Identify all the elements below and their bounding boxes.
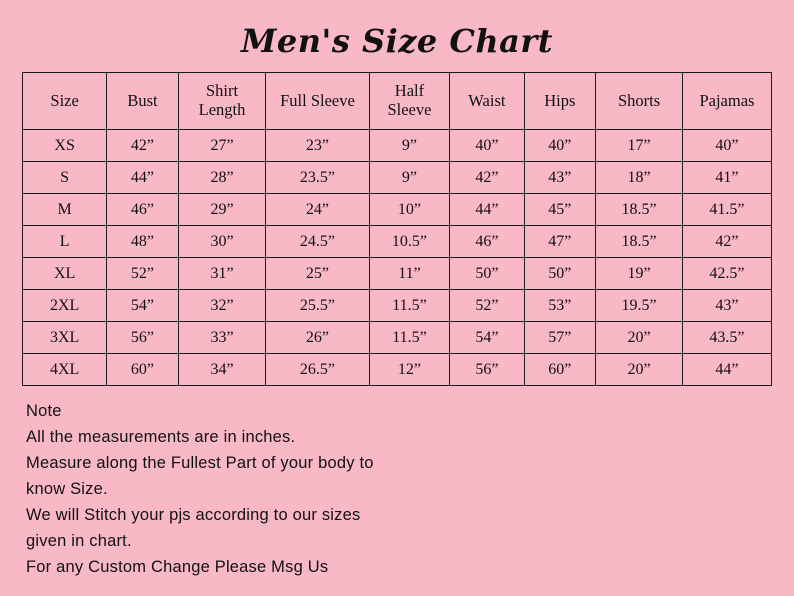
cell-shirt-length: 31”: [178, 258, 266, 290]
note-line: given in chart.: [26, 532, 132, 550]
cell-hips: 47”: [524, 226, 596, 258]
cell-size: XL: [23, 258, 107, 290]
cell-pajamas: 40”: [682, 130, 771, 162]
column-header-pajamas: Pajamas: [682, 73, 771, 130]
cell-hips: 40”: [524, 130, 596, 162]
cell-bust: 54”: [107, 290, 178, 322]
cell-size: 2XL: [23, 290, 107, 322]
cell-bust: 60”: [107, 354, 178, 386]
cell-pajamas: 41.5”: [682, 194, 771, 226]
cell-size: M: [23, 194, 107, 226]
note-heading: Note: [26, 402, 62, 420]
cell-shirt-length: 34”: [178, 354, 266, 386]
cell-bust: 42”: [107, 130, 178, 162]
cell-waist: 40”: [450, 130, 524, 162]
cell-hips: 50”: [524, 258, 596, 290]
column-header-bust: Bust: [107, 73, 178, 130]
cell-waist: 54”: [450, 322, 524, 354]
cell-shorts: 20”: [596, 354, 683, 386]
cell-half-sleeve: 11.5”: [369, 290, 450, 322]
cell-full-sleeve: 23”: [266, 130, 369, 162]
cell-shorts: 18.5”: [596, 226, 683, 258]
cell-size: L: [23, 226, 107, 258]
table-row: [23, 354, 772, 386]
cell-shorts: 20”: [596, 322, 683, 354]
cell-shirt-length: 33”: [178, 322, 266, 354]
column-header-shirt-length: Shirt Length: [178, 73, 266, 130]
cell-shorts: 17”: [596, 130, 683, 162]
column-header-shorts: Shorts: [596, 73, 683, 130]
cell-shorts: 18.5”: [596, 194, 683, 226]
note-section: [26, 398, 626, 580]
cell-pajamas: 44”: [682, 354, 771, 386]
cell-bust: 52”: [107, 258, 178, 290]
size-chart-table: [22, 72, 772, 386]
cell-half-sleeve: 9”: [369, 162, 450, 194]
cell-half-sleeve: 9”: [369, 130, 450, 162]
cell-bust: 46”: [107, 194, 178, 226]
cell-waist: 52”: [450, 290, 524, 322]
cell-waist: 44”: [450, 194, 524, 226]
cell-full-sleeve: 26.5”: [266, 354, 369, 386]
cell-shirt-length: 32”: [178, 290, 266, 322]
table-header: [23, 73, 772, 130]
cell-waist: 50”: [450, 258, 524, 290]
note-line: For any Custom Change Please Msg Us: [26, 558, 329, 576]
cell-shirt-length: 27”: [178, 130, 266, 162]
table-row: [23, 130, 772, 162]
cell-bust: 44”: [107, 162, 178, 194]
table-row: [23, 162, 772, 194]
cell-hips: 45”: [524, 194, 596, 226]
cell-size: 4XL: [23, 354, 107, 386]
cell-half-sleeve: 11”: [369, 258, 450, 290]
cell-shorts: 18”: [596, 162, 683, 194]
cell-bust: 48”: [107, 226, 178, 258]
cell-size: S: [23, 162, 107, 194]
cell-pajamas: 42.5”: [682, 258, 771, 290]
cell-full-sleeve: 24”: [266, 194, 369, 226]
cell-waist: 46”: [450, 226, 524, 258]
column-header-size: Size: [23, 73, 107, 130]
note-line: Measure along the Fullest Part of your body to: [26, 454, 374, 472]
cell-shirt-length: 28”: [178, 162, 266, 194]
table-row: [23, 258, 772, 290]
column-header-half-sleeve: Half Sleeve: [369, 73, 450, 130]
cell-half-sleeve: 12”: [369, 354, 450, 386]
table-body: [23, 130, 772, 386]
size-chart-table-container: [0, 72, 794, 386]
page-title: Men's Size Chart: [240, 22, 554, 60]
cell-hips: 60”: [524, 354, 596, 386]
note-line: know Size.: [26, 480, 108, 498]
table-row: [23, 194, 772, 226]
cell-hips: 43”: [524, 162, 596, 194]
table-row: [23, 226, 772, 258]
cell-full-sleeve: 25.5”: [266, 290, 369, 322]
cell-shorts: 19.5”: [596, 290, 683, 322]
column-header-hips: Hips: [524, 73, 596, 130]
column-header-waist: Waist: [450, 73, 524, 130]
cell-half-sleeve: 10.5”: [369, 226, 450, 258]
note-line: All the measurements are in inches.: [26, 428, 296, 446]
cell-full-sleeve: 24.5”: [266, 226, 369, 258]
cell-pajamas: 43.5”: [682, 322, 771, 354]
cell-size: XS: [23, 130, 107, 162]
column-header-full-sleeve: Full Sleeve: [266, 73, 369, 130]
cell-waist: 42”: [450, 162, 524, 194]
table-row: [23, 322, 772, 354]
cell-full-sleeve: 23.5”: [266, 162, 369, 194]
cell-full-sleeve: 26”: [266, 322, 369, 354]
cell-hips: 53”: [524, 290, 596, 322]
cell-pajamas: 43”: [682, 290, 771, 322]
cell-pajamas: 42”: [682, 226, 771, 258]
cell-shirt-length: 29”: [178, 194, 266, 226]
cell-half-sleeve: 11.5”: [369, 322, 450, 354]
cell-waist: 56”: [450, 354, 524, 386]
cell-pajamas: 41”: [682, 162, 771, 194]
table-row: [23, 290, 772, 322]
cell-bust: 56”: [107, 322, 178, 354]
cell-hips: 57”: [524, 322, 596, 354]
cell-shirt-length: 30”: [178, 226, 266, 258]
note-line: We will Stitch your pjs according to our sizes: [26, 506, 361, 524]
cell-half-sleeve: 10”: [369, 194, 450, 226]
table-header-row: [23, 73, 772, 130]
cell-full-sleeve: 25”: [266, 258, 369, 290]
cell-size: 3XL: [23, 322, 107, 354]
cell-shorts: 19”: [596, 258, 683, 290]
